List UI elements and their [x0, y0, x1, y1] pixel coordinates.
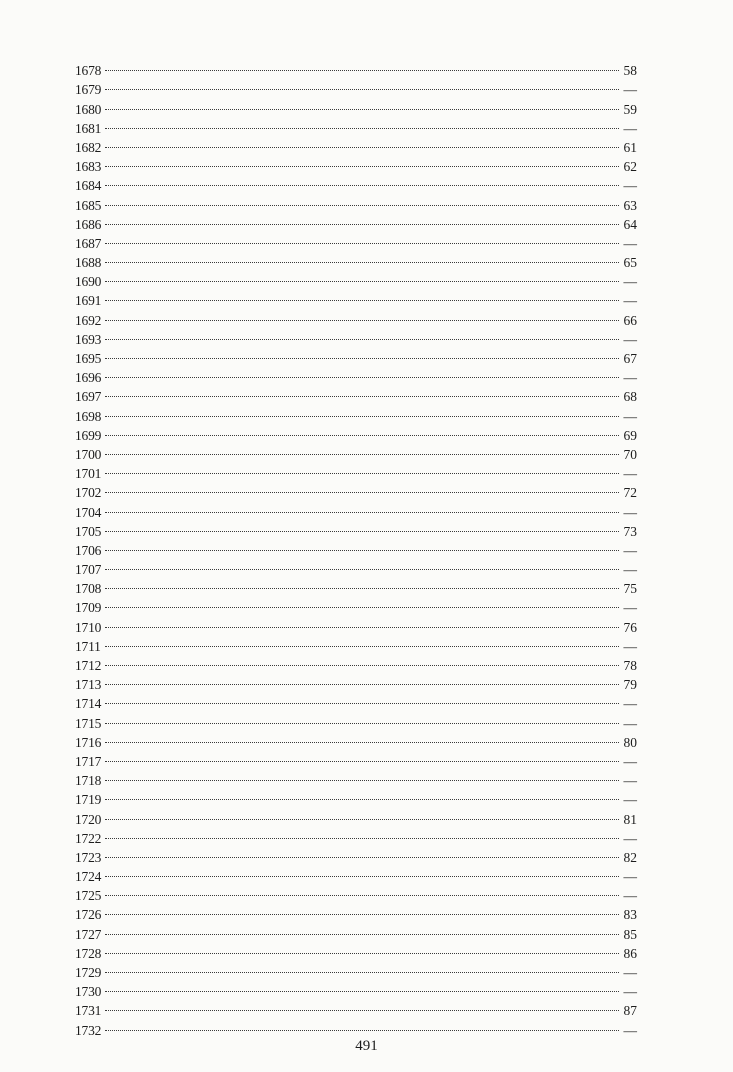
index-year: 1679: [75, 82, 102, 98]
index-page-ref: —: [623, 696, 637, 712]
index-year: 1684: [75, 178, 102, 194]
index-page-ref: —: [623, 562, 637, 578]
index-year: 1732: [75, 1022, 102, 1038]
index-row: [75, 632, 637, 654]
index-page-ref: —: [623, 830, 637, 846]
page-number: 491: [355, 1038, 378, 1054]
dot-leader: [105, 305, 619, 324]
index-year: 1702: [75, 485, 102, 501]
index-year: 1714: [75, 696, 102, 712]
index-year: 1720: [75, 811, 102, 827]
dot-leader: [105, 440, 619, 459]
dot-leader: [105, 689, 619, 708]
dot-leader: [105, 862, 619, 881]
index-row: [75, 152, 637, 175]
index-page-ref: 62: [623, 159, 637, 175]
index-year: 1693: [75, 331, 102, 347]
dot-leader: [105, 1015, 619, 1034]
index-page-ref: 58: [623, 63, 637, 79]
index-year: 1717: [75, 753, 102, 769]
index-row: [75, 574, 637, 597]
index-page-ref: 78: [623, 658, 637, 673]
index-year: 1710: [75, 619, 102, 635]
dot-leader: [105, 267, 619, 286]
index-year: 1681: [75, 120, 102, 136]
index-page-ref: —: [623, 600, 637, 616]
index-row: [75, 555, 637, 578]
dot-leader: [105, 286, 619, 305]
dot-leader: [105, 229, 619, 248]
dot-leader: [105, 785, 619, 804]
index-row: [75, 133, 637, 155]
index-year: 1730: [75, 984, 102, 1000]
index-year: 1678: [75, 63, 102, 79]
dot-leader: [105, 958, 619, 977]
index-page-ref: 81: [623, 811, 637, 827]
index-year: 1727: [75, 926, 102, 942]
index-year: 1706: [75, 542, 102, 558]
index-page-ref: 83: [623, 907, 637, 923]
index-year: 1695: [75, 351, 102, 366]
dot-leader: [105, 248, 619, 267]
index-page-ref: —: [623, 274, 637, 290]
index-page-ref: —: [623, 773, 637, 789]
index-page-ref: 85: [623, 926, 637, 942]
index-page-ref: —: [623, 370, 637, 386]
index-year: 1725: [75, 888, 102, 904]
index-row: [75, 382, 637, 405]
dot-leader: [105, 728, 619, 747]
index-page-ref: 64: [623, 216, 637, 232]
index-page-ref: —: [623, 504, 637, 520]
dot-leader: [105, 363, 619, 382]
index-page-ref: 68: [623, 389, 637, 405]
index-year: 1724: [75, 869, 102, 885]
index-page-ref: 87: [623, 1003, 637, 1019]
index-row: [75, 843, 637, 865]
dot-leader: [105, 708, 619, 727]
dot-leader: [105, 478, 619, 497]
dot-leader: [105, 421, 619, 440]
index-year: 1697: [75, 389, 102, 405]
index-page-ref: —: [623, 235, 637, 251]
index-row: [75, 651, 637, 673]
index-year: 1729: [75, 965, 102, 980]
index-row: [75, 670, 637, 693]
dot-leader: [105, 517, 619, 536]
dot-leader: [105, 114, 619, 133]
dot-leader: [105, 210, 619, 229]
dot-leader: [105, 843, 619, 862]
dot-leader: [105, 651, 619, 670]
index-row: [75, 747, 637, 769]
index-year: 1685: [75, 197, 102, 213]
index-page-ref: 59: [623, 101, 637, 117]
index-row: [75, 939, 637, 961]
index-year: 1687: [75, 235, 102, 251]
index-row: [75, 977, 637, 1000]
index-page-ref: 72: [623, 485, 637, 501]
dot-leader: [105, 977, 619, 996]
index-row: [75, 190, 637, 213]
index-page-ref: —: [623, 408, 637, 424]
dot-leader: [105, 133, 619, 152]
index-page-ref: —: [623, 293, 637, 309]
index-row: [75, 344, 637, 366]
index-page-ref: 82: [623, 849, 637, 865]
index-page-ref: —: [623, 1022, 637, 1038]
index-row: [75, 996, 637, 1019]
index-page-ref: 73: [623, 523, 637, 539]
index-row: [75, 612, 637, 635]
index-page-ref: —: [623, 331, 637, 347]
index-row: [75, 536, 637, 558]
dot-leader: [105, 325, 619, 344]
dot-leader: [105, 766, 619, 785]
index-row: [75, 248, 637, 271]
index-row: [75, 804, 637, 827]
index-row: [75, 171, 637, 194]
index-year: 1700: [75, 446, 102, 462]
index-row: [75, 459, 637, 482]
index-row: [75, 593, 637, 616]
dot-leader: [105, 555, 619, 574]
index-year: 1692: [75, 312, 102, 328]
dot-leader: [105, 593, 619, 612]
dot-leader: [105, 75, 619, 94]
index-page-ref: 86: [623, 945, 637, 961]
index-row: [75, 862, 637, 885]
index-row: [75, 325, 637, 347]
dot-leader: [105, 152, 619, 171]
index-page-ref: 80: [623, 734, 637, 750]
index-page-ref: 65: [623, 255, 637, 271]
index-year: 1711: [75, 638, 101, 654]
index-year: 1722: [75, 830, 102, 846]
index-year: 1698: [75, 408, 102, 424]
index-year: 1713: [75, 677, 102, 693]
index-year: 1683: [75, 159, 102, 175]
index-year: 1686: [75, 216, 102, 232]
index-year: 1696: [75, 370, 102, 386]
index-row: [75, 114, 637, 136]
index-year: 1719: [75, 792, 102, 808]
index-page-ref: —: [623, 466, 637, 482]
index-row: [75, 94, 637, 117]
index-page-ref: 63: [623, 197, 637, 213]
index-page-ref: 61: [623, 139, 637, 155]
dot-leader: [105, 939, 619, 958]
index-row: [75, 56, 637, 79]
index-row: [75, 958, 637, 980]
dot-leader: [105, 747, 619, 766]
index-row: [75, 363, 637, 386]
index-row: [75, 766, 637, 789]
index-page-ref: —: [623, 753, 637, 769]
index-year: 1708: [75, 581, 102, 597]
dot-leader: [105, 996, 619, 1015]
index-year: 1726: [75, 907, 102, 923]
index-page-ref: —: [623, 888, 637, 904]
index-row: [75, 286, 637, 309]
index-year: 1716: [75, 734, 102, 750]
dot-leader: [105, 804, 619, 823]
index-row: [75, 75, 637, 98]
index-page-ref: 69: [623, 427, 637, 443]
dot-leader: [105, 670, 619, 689]
index-row: [75, 881, 637, 904]
index-year: 1728: [75, 945, 102, 961]
index-year: 1690: [75, 274, 102, 290]
index-year: 1682: [75, 139, 102, 155]
dot-leader: [105, 612, 619, 631]
index-page-ref: —: [623, 792, 637, 808]
index-year: 1709: [75, 600, 102, 616]
index-row: [75, 497, 637, 520]
index-year: 1688: [75, 255, 102, 271]
index-row: [75, 785, 637, 808]
index-year: 1705: [75, 523, 102, 539]
index-row: [75, 229, 637, 251]
dot-leader: [105, 401, 619, 420]
index-row: [75, 210, 637, 232]
index-page-ref: 67: [623, 351, 637, 366]
dot-leader: [105, 536, 619, 555]
index-year: 1731: [75, 1003, 102, 1019]
index-page-ref: —: [623, 82, 637, 98]
dot-leader: [105, 56, 619, 75]
dot-leader: [105, 94, 619, 113]
index-row: [75, 1015, 637, 1038]
index-row: [75, 824, 637, 846]
dot-leader: [105, 900, 619, 919]
dot-leader: [105, 382, 619, 401]
index-year: 1704: [75, 504, 102, 520]
index-row: [75, 900, 637, 923]
index-year: 1712: [75, 658, 102, 673]
index-year: 1691: [75, 293, 102, 309]
dot-leader: [105, 824, 619, 843]
index-row: [75, 421, 637, 443]
index-row: [75, 919, 637, 942]
index-page-ref: —: [623, 542, 637, 558]
index-page-ref: 66: [623, 312, 637, 328]
year-index-list: [75, 56, 637, 1038]
dot-leader: [105, 190, 619, 209]
index-row: [75, 689, 637, 712]
index-year: 1707: [75, 562, 102, 578]
index-year: 1715: [75, 715, 102, 731]
dot-leader: [105, 632, 619, 651]
index-year: 1699: [75, 427, 102, 443]
index-row: [75, 478, 637, 501]
dot-leader: [105, 497, 619, 516]
index-page-ref: —: [623, 965, 637, 980]
index-year: 1701: [75, 466, 102, 482]
index-row: [75, 708, 637, 731]
index-page-ref: —: [623, 638, 637, 654]
index-page-ref: 70: [623, 446, 637, 462]
dot-leader: [105, 459, 619, 478]
index-row: [75, 517, 637, 539]
index-year: 1723: [75, 849, 102, 865]
index-page-ref: 75: [623, 581, 637, 597]
index-year: 1680: [75, 101, 102, 117]
dot-leader: [105, 171, 619, 190]
index-row: [75, 267, 637, 290]
dot-leader: [105, 574, 619, 593]
index-row: [75, 401, 637, 424]
index-page-ref: —: [623, 120, 637, 136]
index-page-ref: —: [623, 869, 637, 885]
index-page-ref: —: [623, 178, 637, 194]
index-year: 1718: [75, 773, 102, 789]
index-page-ref: 76: [623, 619, 637, 635]
dot-leader: [105, 919, 619, 938]
index-page-ref: —: [623, 984, 637, 1000]
dot-leader: [105, 344, 619, 363]
dot-leader: [105, 881, 619, 900]
index-page-ref: —: [623, 715, 637, 731]
index-row: [75, 305, 637, 328]
index-row: [75, 728, 637, 750]
index-page-ref: 79: [623, 677, 637, 693]
index-row: [75, 440, 637, 462]
